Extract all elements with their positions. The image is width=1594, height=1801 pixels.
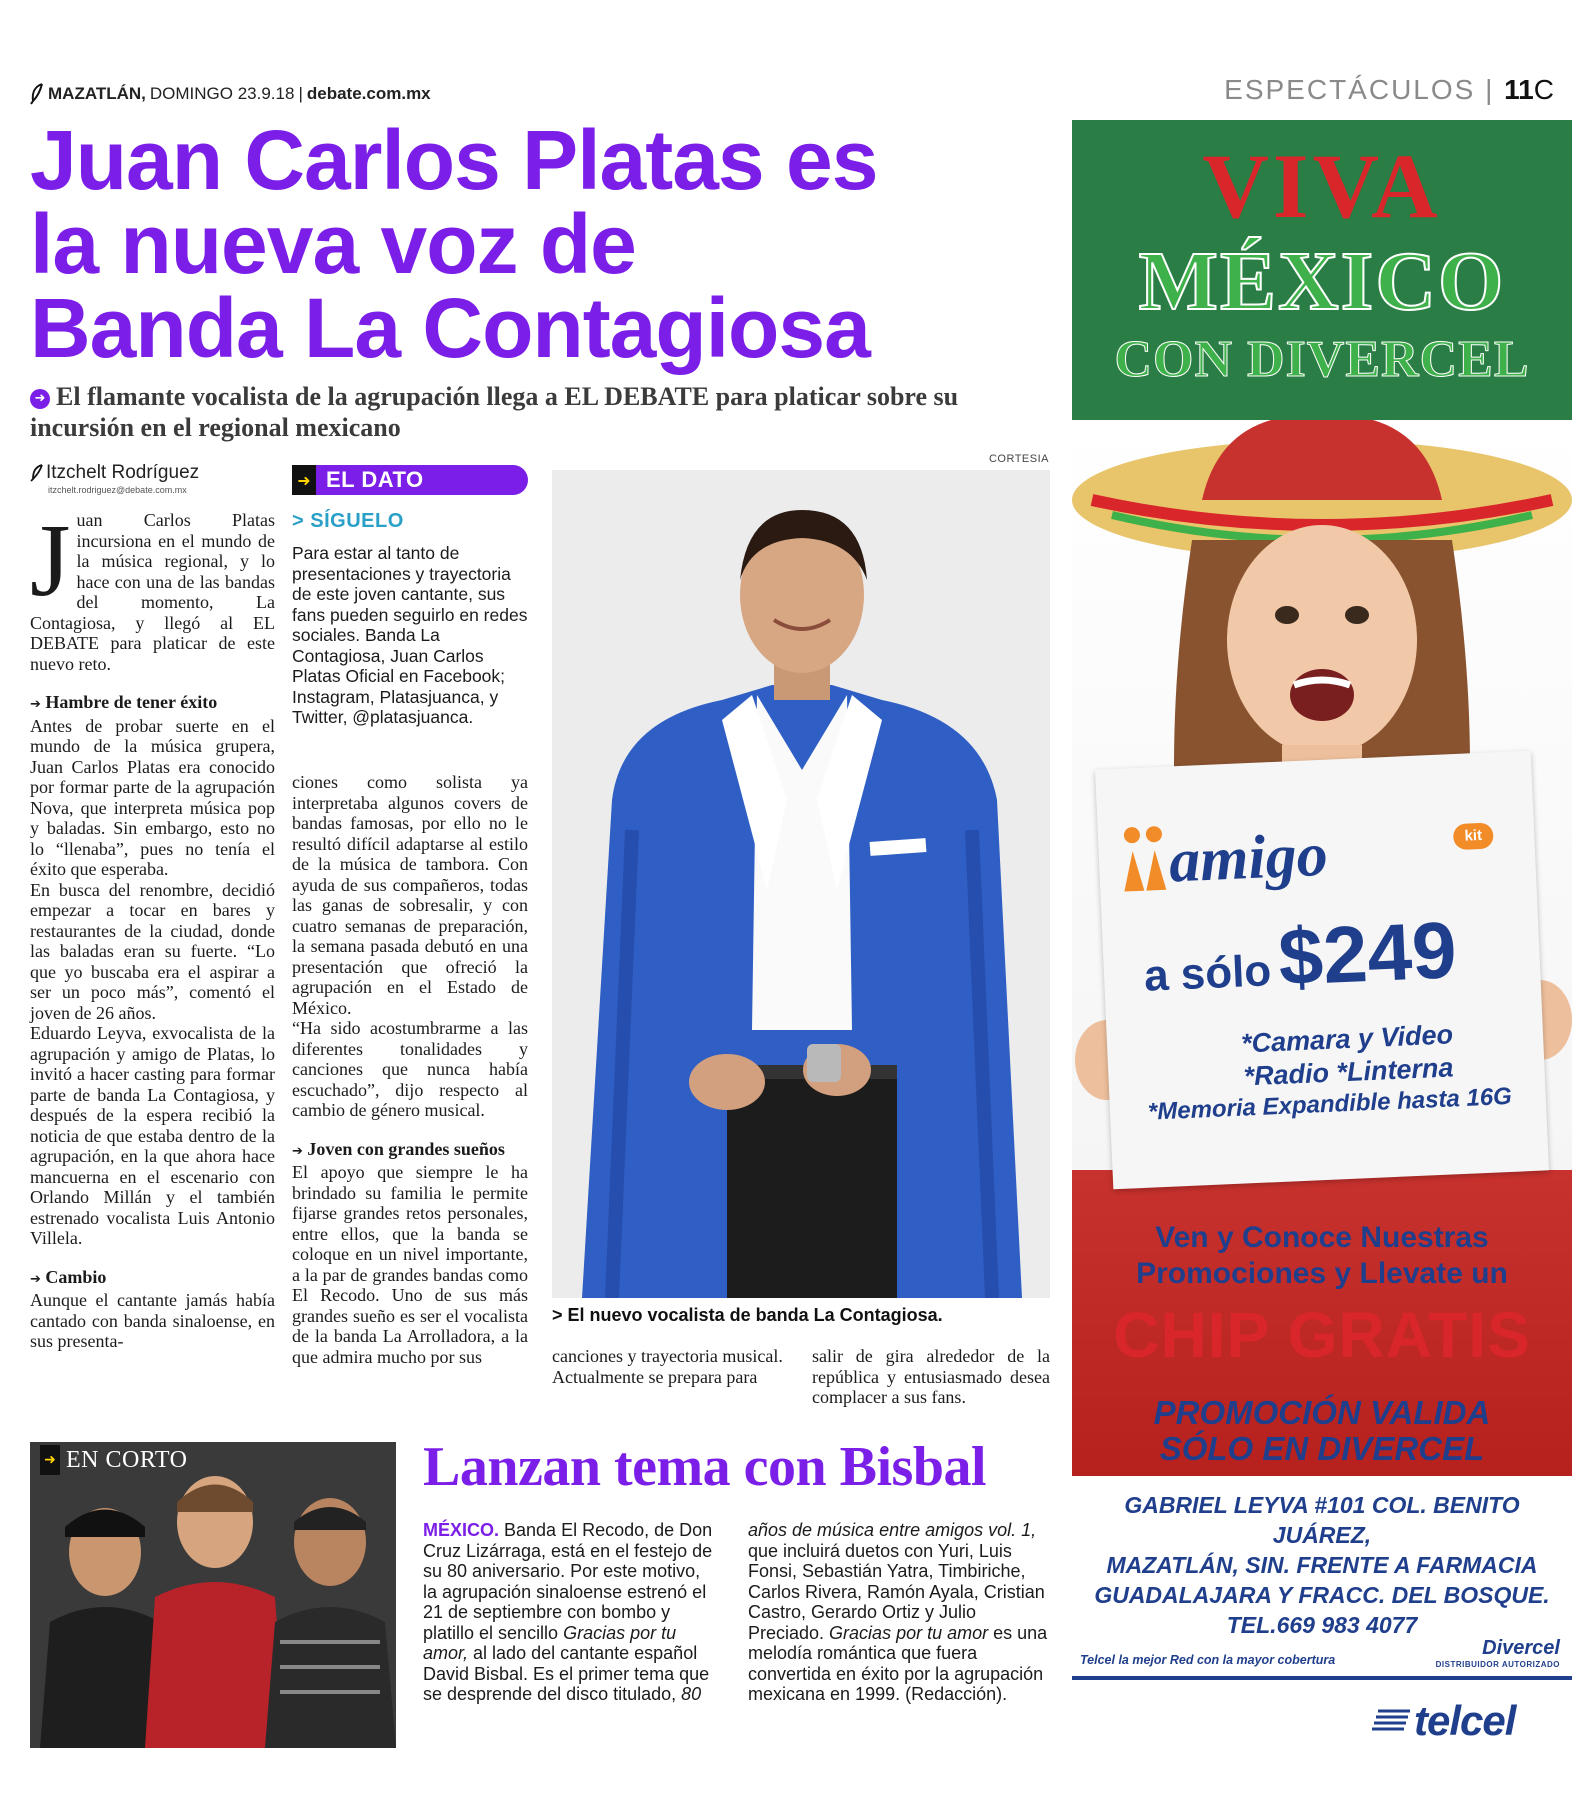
ad-phone: TEL.669 983 4077: [1226, 1612, 1418, 1638]
headline-line-2: la nueva voz de: [30, 197, 636, 291]
en-corto-title: Lanzan tema con Bisbal: [423, 1436, 987, 1498]
ad-feature: *Camara y Video: [1240, 1019, 1454, 1059]
arrow-right-icon: ➔: [30, 1271, 41, 1287]
arrow-right-icon: ➜: [40, 1445, 60, 1475]
paragraph: ciones como solista ya interpretaba algunos covers de bandas famosas, por ello no le resultó difícil adaptarse al estilo de la música de tambora. Con ayuda de sus compañeros, todas las ganas de sobresalir, y con cuatro semanas de preparación, la semana pasada debutó en una presentación que ofreció la agrupación en el Estado de México.: [292, 772, 528, 1018]
en-corto-text: EN CORTO: [66, 1446, 188, 1473]
ad-con-divercel: CON DIVERCEL: [1114, 331, 1530, 388]
ad-footer: [1072, 1637, 1572, 1680]
ad-promo: PROMOCIÓN VALIDA SÓLO EN DIVERCEL: [1153, 1394, 1491, 1467]
paragraph: El apoyo que siempre le ha brindado su familia le permite fijarse grandes retos personales, entre ellos, que la banda se coloque en un nivel importante, a la par de grandes bandas como El Recodo. Uno de sus más grandes sueño es ser el vocalista de la banda La Arrolladora, a la que admira mucho por sus: [292, 1162, 528, 1367]
paragraph: En busca del renombre, decidió empezar a tocar en bares y restaurantes de la ciudad, donde las baladas eran su fuerte. “Lo que yo buscaba era el aspirar a ser un poco más”, comentó el joven de 26 años.: [30, 879, 275, 1023]
article-column-4: [812, 1346, 1050, 1408]
en-corto-photo: [30, 1442, 396, 1748]
header-city: MAZATLÁN,: [48, 84, 146, 103]
intro-text: uan Carlos Platas incursiona en el mundo de la música regional, y lo hace con una de las bandas del momento, La Contagiosa, y llegó al EL DEBATE para platicar de este nuevo reto.: [30, 510, 275, 674]
telcel-lines-icon: [1372, 1707, 1412, 1737]
el-dato-label: EL DATO: [326, 467, 424, 492]
article-intro: [30, 503, 275, 674]
telcel-logo: telcel: [1372, 1697, 1515, 1745]
page-letter: C: [1533, 74, 1554, 105]
ad-mexico: MÉXICO: [1138, 235, 1506, 328]
paragraph: Antes de probar suerte en el mundo de la música grupera, Juan Carlos Platas era conocido por formar parte de la agrupación Nova, que interpreta música pop y baladas. Sin embargo, esto no lo “llenaba”, pues no tenía el éxito que esperaba.: [30, 715, 275, 879]
author-name: [30, 462, 290, 484]
author-name-text: Itzchelt Rodríguez: [46, 462, 200, 483]
page-header-left: [30, 80, 431, 108]
ad-footer-slogan: Telcel la mejor Red con la mayor cobertura: [1080, 1653, 1336, 1667]
section-heading-cambio: ➔ Cambio: [30, 1266, 107, 1287]
paragraph: Actualmente se prepara para: [552, 1366, 758, 1387]
feather-icon: [30, 83, 44, 105]
ad-feature: *Memoria Expandible hasta 16G: [1147, 1082, 1513, 1126]
arrow-circle-icon: ➜: [30, 389, 50, 409]
price-value: $249: [1276, 905, 1459, 1002]
amigo-logo-text: amigo: [1167, 820, 1329, 896]
article-column-3: [552, 1346, 790, 1387]
feather-icon: [30, 464, 44, 482]
article-column-2: [292, 772, 528, 1367]
subheadline-text: El flamante vocalista de la agrupación llega a EL DEBATE para platicar sobre su incursión en el regional mexicano: [30, 382, 959, 442]
headline-line-1: Juan Carlos Platas es: [30, 113, 878, 207]
band-illustration: [30, 1442, 396, 1748]
ad-feature: *Radio *Linterna: [1242, 1052, 1455, 1092]
article-column-1: [30, 503, 275, 1352]
section-heading-joven: ➔ Joven con grandes sueños: [292, 1138, 505, 1159]
arrow-right-icon: ➔: [30, 697, 41, 712]
en-corto-column-2: años de música entre amigos vol. 1, que incluirá duetos con Yuri, Luis Fonsi, Sebastián Yatra, Timbiriche, Carlos Rivera, Ramón Ayala, Cristian Castro, Gerardo Ortiz y Julio Preciado. Gracias por tu amor es una melodía romántica que fuera convertida en éxito por la agrupación mexicana en 1999. (Redacción).: [748, 1520, 1048, 1704]
section-heading-hambre: ➔ Hambre de tener éxito: [30, 692, 218, 712]
el-dato-banner: [292, 465, 528, 495]
header-site[interactable]: debate.com.mx: [306, 84, 431, 103]
ad-address: GABRIEL LEYVA #101 COL. BENITO JUÁREZ, MAZATLÁN, SIN. FRENTE A FARMACIA GUADALAJARA Y FRACC. DEL BOSQUE. TEL.669 983 4077: [1082, 1490, 1562, 1640]
ad-chip-gratis: CHIP GRATIS: [1113, 1299, 1531, 1371]
photo-credit: CORTESIA: [988, 453, 1049, 465]
divercel-logo: Divercel DISTRIBUIDOR AUTORIZADO: [1435, 1637, 1560, 1669]
page-number: 11: [1504, 74, 1534, 105]
byline: [30, 462, 290, 495]
arrow-right-icon: ➜: [292, 465, 316, 495]
header-separator: |: [298, 84, 303, 103]
paragraph: Aunque el cantante jamás había cantado con banda sinaloense, en sus presenta-: [30, 1290, 275, 1351]
el-dato-subtitle: > SÍGUELO: [292, 510, 404, 532]
paragraph: “Ha sido acostumbrarme a las diferentes tonalidades y canciones que nunca había escuchado”, dijo respecto al cambio de género musical.: [292, 1018, 528, 1120]
amigo-people-logo-icon: [1117, 822, 1170, 894]
author-email[interactable]: itzchelt.rodriguez@debate.com.mx: [48, 485, 187, 495]
paragraph: salir de gira alrededor de la república y entusiasmado desea complacer a sus fans.: [812, 1346, 1050, 1407]
section-separator: |: [1485, 74, 1495, 105]
headline: [30, 113, 1050, 375]
subheadline: [30, 381, 1060, 443]
singer-illustration: [552, 470, 1050, 1298]
el-dato-text: Para estar al tanto de presentaciones y trayectoria de este joven cantante, sus fans pueden seguirlo en redes sociales. Banda La Contagiosa, Juan Carlos Platas Oficial en Facebook; Instagram, Platasjuanca, y Twitter, @platasjuanca.: [292, 543, 528, 727]
divercel-advertisement[interactable]: [1072, 120, 1572, 1680]
en-corto-label: [40, 1445, 187, 1475]
arrow-right-icon: ➔: [292, 1143, 303, 1159]
en-corto-column-1: MÉXICO. Banda El Recodo, de Don Cruz Lizárraga, está en el festejo de su 80 aniversario. Por este motivo, la agrupación sinaloense estrenó el 21 de septiembre con bombo y platillo el sencillo Gracias por tu amor, al lado del cantante español David Bisbal. Es el primer tema que se desprende del disco titulado, 80: [423, 1520, 713, 1704]
singer-photo: [552, 470, 1050, 1298]
ad-ven-text: Ven y Conoce Nuestras Promociones y Llevate un: [1136, 1221, 1508, 1290]
amigo-kit-badge: kit: [1453, 822, 1494, 850]
dropcap: J: [30, 503, 71, 618]
section-name: ESPECTÁCULOS: [1224, 74, 1476, 105]
paragraph: canciones y trayectoria musical.: [552, 1346, 783, 1366]
ad-viva: VIVA: [1202, 135, 1442, 237]
photo-caption: > El nuevo vocalista de banda La Contagiosa.: [552, 1305, 943, 1325]
amigo-kit-sign: [1095, 751, 1549, 1190]
dateline: MÉXICO.: [423, 1520, 500, 1540]
page-header-right: [1224, 74, 1554, 106]
price-prefix: a sólo: [1143, 946, 1273, 1001]
paragraph: Eduardo Leyva, exvocalista de la agrupación y amigo de Platas, lo invitó a hacer casting para formar parte de banda La Contagiosa, y después de la espera recibió la noticia de que estaba dentro de la agrupación, en la que ahora hace mancuerna en el escenario con Orlando Millán y el también estrenado vocalista Luis Antonio Villela.: [30, 1023, 275, 1248]
ad-price: [1142, 901, 1526, 1009]
headline-line-3: Banda La Contagiosa: [30, 281, 870, 375]
header-date: DOMINGO 23.9.18: [149, 84, 295, 103]
